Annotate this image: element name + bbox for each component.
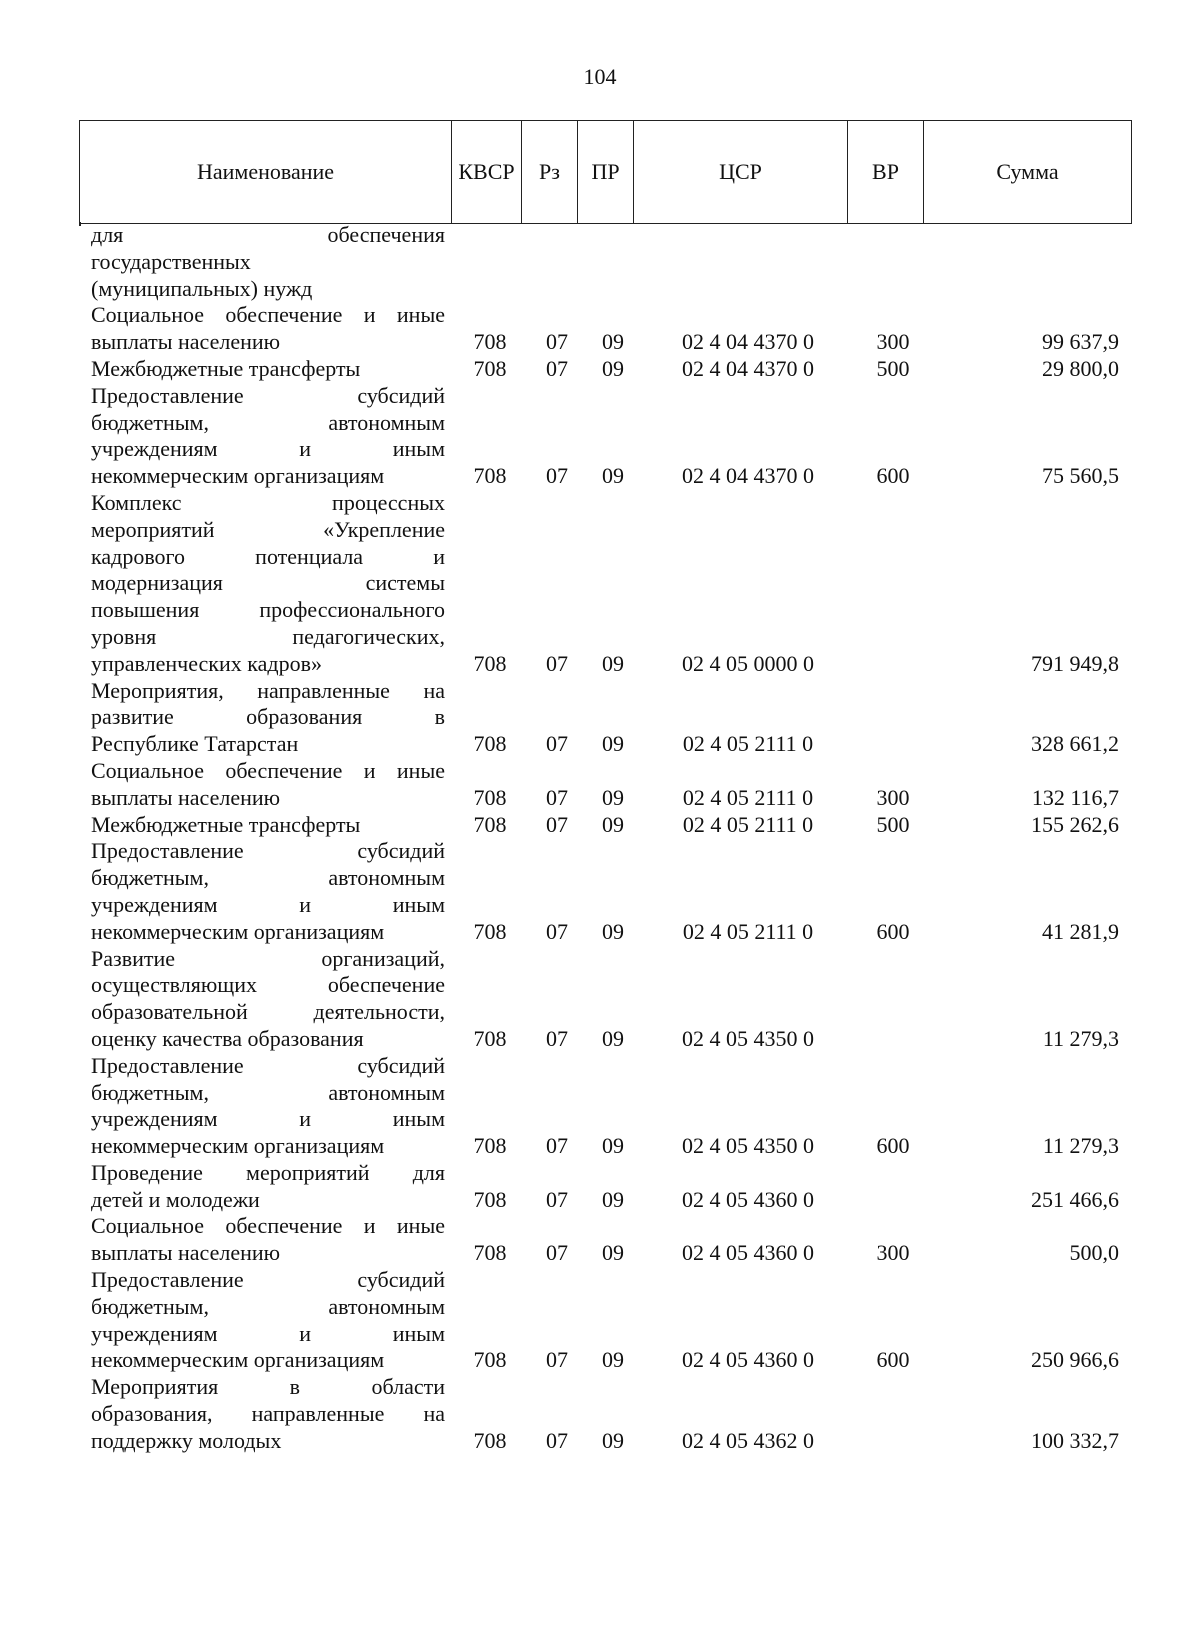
row-name-line: Межбюджетные трансферты <box>91 355 361 381</box>
table-row <box>0 678 1200 758</box>
cell-csr: 02 4 04 4370 0 <box>682 355 814 381</box>
row-name <box>91 1213 445 1267</box>
row-name-line: государственных <box>91 248 251 274</box>
header-vr: ВР <box>848 121 924 224</box>
table-row <box>0 838 1200 945</box>
row-name <box>91 356 445 383</box>
row-name-line: повышения профессионального <box>91 597 445 623</box>
cell-sum: 11 279,3 <box>1042 1025 1119 1051</box>
cell-vr: 600 <box>876 1133 910 1159</box>
row-name-line: Мероприятия, направленные на <box>91 677 445 703</box>
cell-vr: 300 <box>876 329 910 355</box>
cell-rz: 07 <box>546 1133 568 1159</box>
cell-kvsr: 708 <box>473 329 507 355</box>
cell-csr: 02 4 05 2111 0 <box>682 811 814 837</box>
row-name-line: некоммерческим организациям <box>91 1133 385 1159</box>
row-name-line: Проведение мероприятий для <box>91 1159 445 1185</box>
cell-vr: 500 <box>876 355 910 381</box>
table-row <box>0 758 1200 812</box>
cell-kvsr: 708 <box>473 1347 507 1373</box>
cell-rz: 07 <box>546 1186 568 1212</box>
cell-rz: 07 <box>546 918 568 944</box>
cell-csr: 02 4 04 4370 0 <box>682 463 814 489</box>
cell-sum: 11 279,3 <box>1042 1133 1119 1159</box>
table-row <box>0 222 1200 302</box>
row-name-line: управленческих кадров» <box>91 650 322 676</box>
cell-rz: 07 <box>546 811 568 837</box>
cell-sum: 41 281,9 <box>1042 918 1119 944</box>
cell-pr: 09 <box>602 1133 624 1159</box>
cell-sum: 328 661,2 <box>1031 731 1119 757</box>
cell-pr: 09 <box>602 355 624 381</box>
table-row <box>0 946 1200 1053</box>
row-name-line: модернизация системы <box>91 570 445 596</box>
table-row <box>0 302 1200 356</box>
table-row <box>0 1160 1200 1214</box>
cell-sum: 132 116,7 <box>1031 784 1119 810</box>
header-rz: Рз <box>522 121 578 224</box>
cell-kvsr: 708 <box>473 731 507 757</box>
cell-kvsr: 708 <box>473 1186 507 1212</box>
cell-csr: 02 4 05 4360 0 <box>682 1347 814 1373</box>
cell-csr: 02 4 05 2111 0 <box>682 918 814 944</box>
cell-sum: 100 332,7 <box>1031 1427 1119 1453</box>
header-csr: ЦСР <box>634 121 848 224</box>
cell-pr: 09 <box>602 1186 624 1212</box>
row-name-line: Предоставление субсидий <box>91 1267 445 1293</box>
cell-rz: 07 <box>546 1025 568 1051</box>
cell-pr: 09 <box>602 650 624 676</box>
row-name <box>91 222 445 302</box>
row-name <box>91 758 445 812</box>
cell-vr: 600 <box>876 463 910 489</box>
row-name-line: бюджетным, автономным <box>91 1079 445 1105</box>
cell-pr: 09 <box>602 1347 624 1373</box>
cell-sum: 250 966,6 <box>1031 1347 1119 1373</box>
row-name-line: оценку качества образования <box>91 1025 364 1051</box>
cell-kvsr: 708 <box>473 784 507 810</box>
cell-csr: 02 4 05 4360 0 <box>682 1186 814 1212</box>
row-name <box>91 678 445 758</box>
cell-csr: 02 4 05 2111 0 <box>682 784 814 810</box>
cell-csr: 02 4 05 4350 0 <box>682 1133 814 1159</box>
cell-kvsr: 708 <box>473 1240 507 1266</box>
row-name-line: выплаты населению <box>91 784 281 810</box>
cell-pr: 09 <box>602 784 624 810</box>
row-name-line: учреждениям и иным <box>91 1106 445 1132</box>
row-name-line: развитие образования в <box>91 704 445 730</box>
header-sum: Сумма <box>924 121 1132 224</box>
cell-rz: 07 <box>546 355 568 381</box>
row-name-line: образовательной деятельности, <box>91 999 445 1025</box>
table-row <box>0 1374 1200 1454</box>
cell-vr: 500 <box>876 811 910 837</box>
cell-pr: 09 <box>602 811 624 837</box>
row-name-line: бюджетным, автономным <box>91 1293 445 1319</box>
cell-csr: 02 4 05 4362 0 <box>682 1427 814 1453</box>
cell-sum: 75 560,5 <box>1042 463 1119 489</box>
row-name-line: Комплекс процессных <box>91 489 445 515</box>
cell-pr: 09 <box>602 329 624 355</box>
cell-sum: 791 949,8 <box>1031 650 1119 676</box>
cell-vr: 600 <box>876 1347 910 1373</box>
table-row <box>0 356 1200 383</box>
row-name-line: бюджетным, автономным <box>91 409 445 435</box>
row-name-line: кадрового потенциала и <box>91 543 445 569</box>
row-name-line: Предоставление субсидий <box>91 1052 445 1078</box>
cell-kvsr: 708 <box>473 918 507 944</box>
cell-kvsr: 708 <box>473 650 507 676</box>
header-pr: ПР <box>578 121 634 224</box>
cell-sum: 251 466,6 <box>1031 1186 1119 1212</box>
row-name-line: учреждениям и иным <box>91 891 445 917</box>
cell-pr: 09 <box>602 1427 624 1453</box>
row-name-line: Развитие организаций, <box>91 945 445 971</box>
row-name-line: образования, направленные на <box>91 1401 445 1427</box>
cell-rz: 07 <box>546 1240 568 1266</box>
row-name-line: детей и молодежи <box>91 1186 260 1212</box>
cell-rz: 07 <box>546 731 568 757</box>
row-name <box>91 1053 445 1160</box>
cell-vr: 600 <box>876 918 910 944</box>
cell-rz: 07 <box>546 1347 568 1373</box>
cell-csr: 02 4 05 4360 0 <box>682 1240 814 1266</box>
cell-csr: 02 4 05 2111 0 <box>682 731 814 757</box>
row-name-line: Социальное обеспечение и иные <box>91 302 445 328</box>
cell-vr: 300 <box>876 784 910 810</box>
table-row <box>0 490 1200 678</box>
row-name-line: мероприятий «Укрепление <box>91 516 445 542</box>
cell-pr: 09 <box>602 1025 624 1051</box>
row-name-line: для обеспечения <box>91 222 445 247</box>
cell-sum: 99 637,9 <box>1042 329 1119 355</box>
row-name-line: некоммерческим организациям <box>91 1347 385 1373</box>
row-name-line: учреждениям и иным <box>91 436 445 462</box>
cell-sum: 155 262,6 <box>1031 811 1119 837</box>
row-name-line: некоммерческим организациям <box>91 463 385 489</box>
row-name-line: некоммерческим организациям <box>91 918 385 944</box>
cell-kvsr: 708 <box>473 1025 507 1051</box>
row-name-line: Предоставление субсидий <box>91 382 445 408</box>
cell-csr: 02 4 04 4370 0 <box>682 329 814 355</box>
row-name-line: (муниципальных) нужд <box>91 275 313 301</box>
cell-csr: 02 4 05 4350 0 <box>682 1025 814 1051</box>
row-name-line: Предоставление субсидий <box>91 838 445 864</box>
table-row <box>0 812 1200 839</box>
table-row <box>0 1267 1200 1374</box>
header-kvsr: КВСР <box>452 121 522 224</box>
row-name <box>91 490 445 678</box>
cell-rz: 07 <box>546 463 568 489</box>
cell-rz: 07 <box>546 1427 568 1453</box>
table-row <box>0 383 1200 490</box>
cell-pr: 09 <box>602 918 624 944</box>
row-name-line: Мероприятия в области <box>91 1374 445 1400</box>
cell-csr: 02 4 05 0000 0 <box>682 650 814 676</box>
cell-kvsr: 708 <box>473 811 507 837</box>
row-name-line: Социальное обеспечение и иные <box>91 757 445 783</box>
cell-rz: 07 <box>546 784 568 810</box>
cell-vr: 300 <box>876 1240 910 1266</box>
row-name <box>91 302 445 356</box>
row-name-line: выплаты населению <box>91 329 281 355</box>
cell-rz: 07 <box>546 329 568 355</box>
cell-kvsr: 708 <box>473 1133 507 1159</box>
row-name-line: Межбюджетные трансферты <box>91 811 361 837</box>
table-row <box>0 1213 1200 1267</box>
cell-sum: 500,0 <box>1069 1240 1119 1266</box>
row-name <box>91 1267 445 1374</box>
row-name-line: Республике Татарстан <box>91 731 299 757</box>
cell-pr: 09 <box>602 731 624 757</box>
row-name <box>91 383 445 490</box>
row-name <box>91 946 445 1053</box>
cell-sum: 29 800,0 <box>1042 355 1119 381</box>
row-name-line: Социальное обеспечение и иные <box>91 1213 445 1239</box>
row-name-line: бюджетным, автономным <box>91 865 445 891</box>
page-number: 104 <box>583 64 617 89</box>
table-body <box>0 222 1200 1455</box>
table-header <box>79 120 1132 224</box>
cell-rz: 07 <box>546 650 568 676</box>
row-name <box>91 812 445 839</box>
cell-kvsr: 708 <box>473 1427 507 1453</box>
row-name-line: выплаты населению <box>91 1240 281 1266</box>
row-name-line: уровня педагогических, <box>91 623 445 649</box>
cell-pr: 09 <box>602 463 624 489</box>
row-name-line: осуществляющих обеспечение <box>91 972 445 998</box>
row-name <box>91 838 445 945</box>
row-name <box>91 1160 445 1214</box>
table-row <box>0 1053 1200 1160</box>
cell-pr: 09 <box>602 1240 624 1266</box>
row-name-line: учреждениям и иным <box>91 1320 445 1346</box>
row-name <box>91 1374 445 1454</box>
cell-kvsr: 708 <box>473 355 507 381</box>
cell-kvsr: 708 <box>473 463 507 489</box>
row-name-line: поддержку молодых <box>91 1427 282 1453</box>
header-name: Наименование <box>80 121 452 224</box>
